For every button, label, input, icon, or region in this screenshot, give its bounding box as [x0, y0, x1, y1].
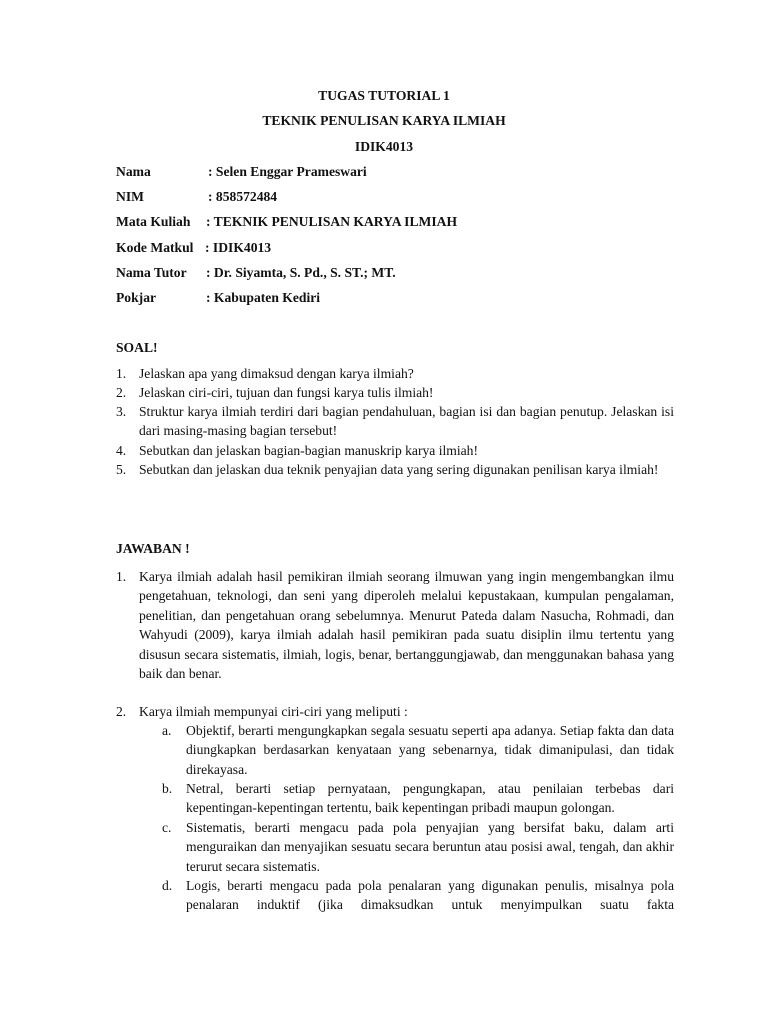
item-number: 3.	[116, 404, 127, 419]
identity-key: NIM	[116, 189, 144, 204]
item-number: 1.	[116, 366, 127, 381]
identity-key: Nama Tutor	[116, 265, 187, 280]
item-number: 4.	[116, 443, 127, 458]
identity-value: : TEKNIK PENULISAN KARYA ILMIAH	[206, 214, 458, 229]
document-subtitle: TEKNIK PENULISAN KARYA ILMIAH	[262, 113, 506, 128]
item-number: 1.	[116, 569, 127, 584]
subitem-text: Netral, berarti setiap pernyataan, pengungkapan, atau penilaian terbebas dari kepentingan-kepentingan tertentu, baik kepentingan pribadi maupun golongan.	[186, 781, 674, 816]
item-text: Sebutkan dan jelaskan bagian-bagian manuskrip karya ilmiah!	[139, 443, 478, 458]
identity-value: : 858572484	[208, 189, 278, 204]
document-title: TUGAS TUTORIAL 1	[318, 88, 450, 103]
subitem-letter: b.	[162, 781, 173, 796]
identity-key: Nama	[116, 164, 151, 179]
jawaban-heading: JAWABAN !	[116, 541, 190, 556]
answer-subitem	[162, 721, 674, 779]
identity-value: : IDIK4013	[205, 240, 272, 255]
item-text: Struktur karya ilmiah terdiri dari bagian pendahuluan, bagian isi dan bagian penutup. Jelaskan isi dari masing-masing bagian tersebut!	[139, 404, 674, 439]
subitem-letter: c.	[162, 820, 172, 835]
identity-key: Pokjar	[116, 290, 157, 305]
item-text: Jelaskan ciri-ciri, tujuan dan fungsi karya tulis ilmiah!	[139, 385, 434, 400]
identity-value: : Dr. Siyamta, S. Pd., S. ST.; MT.	[206, 265, 396, 280]
subitem-text: Sistematis, berarti mengacu pada pola penyajian yang bersifat baku, dalam arti menguraikan dan menyajikan sesuatu secara beruntun atau posisi awal, tengah, dan akhir terurut secara sistematis.	[186, 820, 674, 874]
answer-subitem	[162, 818, 674, 876]
answer-item	[116, 702, 674, 721]
soal-item	[116, 364, 674, 383]
soal-item	[116, 441, 674, 460]
subitem-letter: d.	[162, 878, 173, 893]
answer-subitem	[162, 779, 674, 818]
soal-heading: SOAL!	[116, 340, 158, 355]
subitem-letter: a.	[162, 723, 172, 738]
subitem-text: Logis, berarti mengacu pada pola penalaran yang digunakan penulis, misalnya pola penalaran induktif (jika dimaksudkan untuk menyimpulkan suatu fakta	[186, 878, 674, 913]
answer-subitem	[162, 876, 674, 915]
item-number: 2.	[116, 704, 127, 719]
item-text: Jelaskan apa yang dimaksud dengan karya ilmiah?	[139, 366, 414, 381]
identity-key: Mata Kuliah	[116, 214, 191, 229]
identity-key: Kode Matkul	[116, 240, 194, 255]
soal-item	[116, 383, 674, 402]
item-text: Karya ilmiah adalah hasil pemikiran ilmiah seorang ilmuwan yang ingin mengembangkan ilmu pengetahuan, teknologi, dan seni yang diperoleh melalui kepustakaan, kumpulan pengalaman, penelitian, dan pengetahuan orang sebelumnya. Menurut Pateda dalam Nasucha, Rohmadi, dan Wahyudi (2009), karya ilmiah adalah hasil pemikiran pada suatu disiplin ilmu tertentu yang disusun secara sistematis, ilmiah, logis, benar, bertanggungjawab, dan menggunakan bahasa yang baik dan benar.	[139, 569, 674, 682]
item-number: 2.	[116, 385, 127, 400]
soal-item	[116, 460, 674, 479]
identity-value: : Selen Enggar Prameswari	[208, 164, 367, 179]
item-text: Sebutkan dan jelaskan dua teknik penyajian data yang sering digunakan penilisan karya ilmiah!	[139, 462, 659, 477]
answer-item	[116, 567, 674, 683]
item-number: 5.	[116, 462, 127, 477]
identity-value: : Kabupaten Kediri	[206, 290, 321, 305]
subitem-text: Objektif, berarti mengungkapkan segala sesuatu seperti apa adanya. Setiap fakta dan data diungkapkan berdasarkan kenyataan yang sebenarnya, tidak dimanipulasi, dan tidak direkayasa.	[186, 723, 674, 777]
soal-item	[116, 402, 674, 441]
course-code-title: IDIK4013	[354, 139, 414, 154]
item-text: Karya ilmiah mempunyai ciri-ciri yang meliputi :	[139, 704, 408, 719]
